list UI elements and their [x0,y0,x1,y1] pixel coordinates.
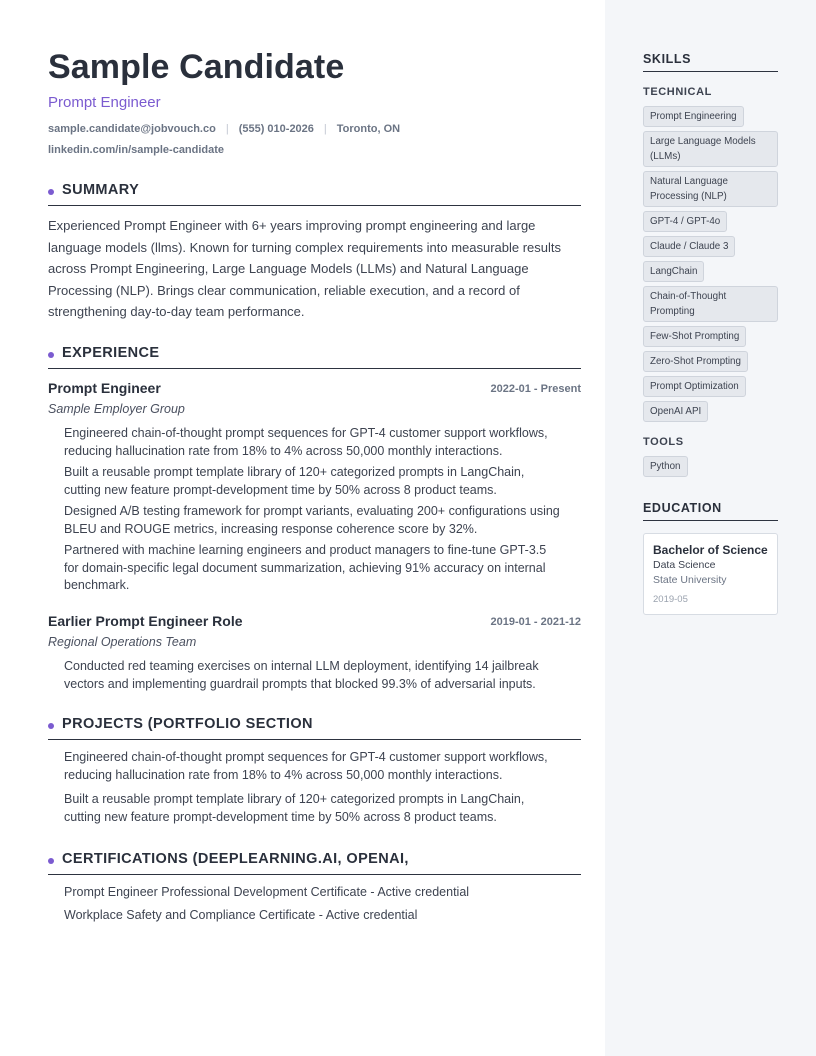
location-text: Toronto, ON [336,123,401,135]
skill-chip: Prompt Engineering [643,106,744,127]
tool-chip: Python [643,456,688,477]
certifications-heading-text: CERTIFICATIONS (DEEPLEARNING.AI, OPENAI, [62,851,409,867]
job-bullet: Partnered with machine learning engineers and product managers to fine-tune GPT-3.5 for domain-specific legal document summarization, achieving 91% accuracy on internal benchmark. [64,543,547,592]
projects-heading-text: PROJECTS (PORTFOLIO SECTION [62,716,313,732]
tools-label: TOOLS [643,436,684,448]
bullet-dot-icon [48,723,54,729]
experience-heading [48,345,581,369]
job-title: Earlier Prompt Engineer Role [48,613,243,629]
project-bullet: Engineered chain-of-thought prompt sequences for GPT-4 customer support workflows, reducing hallucination rate from 18% to 4% across 50,000 monthly interactions. [64,750,548,782]
email-link[interactable]: sample.candidate@jobvouch.co [48,123,216,135]
contact-separator: | [225,123,229,135]
certification-item: Prompt Engineer Professional Development Certificate - Active credential [64,885,470,899]
experience-heading-text: EXPERIENCE [62,345,160,361]
skill-chip: Natural Language Processing (NLP) [643,171,778,207]
job-org: Sample Employer Group [48,402,185,416]
graduation-year: 2019-05 [653,594,688,605]
certification-item: Workplace Safety and Compliance Certificate - Active credential [64,908,418,922]
education-card [643,533,778,615]
projects-heading [48,716,581,740]
candidate-name: Sample Candidate [48,48,345,86]
skills-heading [643,50,778,72]
summary-text: Experienced Prompt Engineer with 6+ years improving prompt engineering and large language models (llms). Known for turning complex requirements into measurable results across Prompt Engineering, Large Language Models (LLMs) and Natural Language Processing (NLP). Brings clear communication, reliable execution, and a record of strengthening day-to-day team performance. [48,218,562,320]
skill-chip: Prompt Optimization [643,376,746,397]
phone-text: (555) 010-2026 [238,123,314,135]
candidate-role: Prompt Engineer [48,94,161,111]
job-bullet: Engineered chain-of-thought prompt sequences for GPT-4 customer support workflows, reducing hallucination rate from 18% to 4% across 50,000 monthly interactions. [64,426,548,458]
skill-chip: Zero-Shot Prompting [643,351,748,372]
bullet-dot-icon [48,189,54,195]
contact-line [48,123,400,135]
education-heading [643,499,778,521]
certifications-heading [48,851,581,875]
summary-heading-text: SUMMARY [62,182,140,198]
bullet-dot-icon [48,858,54,864]
sidebar [605,0,816,1056]
job-bullet: Built a reusable prompt template library of 120+ categorized prompts in LangChain, cutting new feature prompt-development time by 50% across 8 product teams. [64,465,525,497]
job-dates: 2022-01 - Present [490,383,581,395]
skill-chip: Few-Shot Prompting [643,326,746,347]
linkedin-link[interactable]: linkedin.com/in/sample-candidate [48,144,225,156]
degree-text: Bachelor of Science [653,543,768,557]
school-text: State University [653,574,727,586]
project-bullet: Built a reusable prompt template library of 120+ categorized prompts in LangChain, cutting new feature prompt-development time by 50% across 8 product teams. [64,792,525,824]
field-text: Data Science [653,559,716,571]
job-title: Prompt Engineer [48,380,161,396]
summary-heading [48,182,581,206]
contact-separator: | [323,123,327,135]
skills-heading-text: SKILLS [643,52,692,66]
skill-chip: OpenAI API [643,401,708,422]
job-dates: 2019-01 - 2021-12 [490,616,581,628]
technical-label: TECHNICAL [643,86,712,98]
skill-chip: Chain-of-Thought Prompting [643,286,778,322]
job-org: Regional Operations Team [48,635,197,649]
education-heading-text: EDUCATION [643,501,722,515]
bullet-dot-icon [48,352,54,358]
skill-chip: Large Language Models (LLMs) [643,131,778,167]
skill-chip: GPT-4 / GPT-4o [643,211,727,232]
job-bullet: Designed A/B testing framework for prompt variants, evaluating 200+ configurations using BLEU and ROUGE metrics, increasing response coherence score by 32%. [64,504,560,536]
job-bullet: Conducted red teaming exercises on internal LLM deployment, identifying 14 jailbreak vectors and implementing guardrail prompts that blocked 99.3% of adversarial inputs. [64,659,539,691]
skill-chip: LangChain [643,261,704,282]
skill-chip: Claude / Claude 3 [643,236,735,257]
